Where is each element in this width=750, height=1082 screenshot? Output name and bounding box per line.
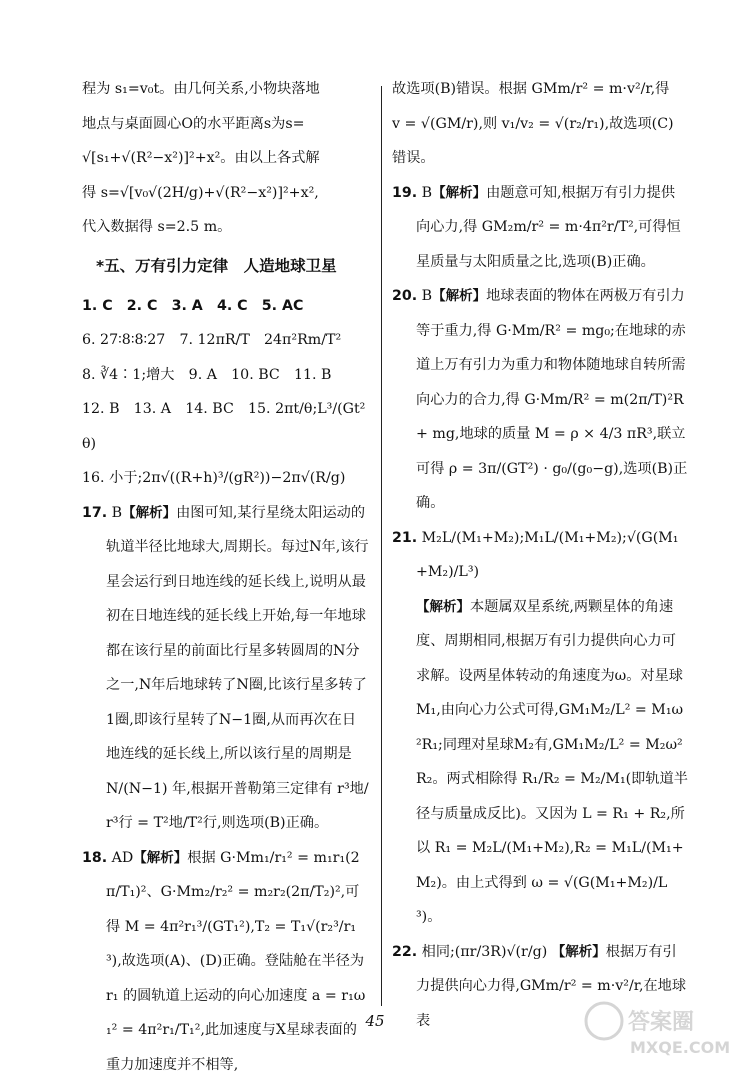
- right-line: 故选项(B)错误。根据 GMm/r² = m·v²/r,得: [392, 72, 688, 107]
- svg-text:MXQE.COM: MXQE.COM: [630, 1038, 730, 1057]
- question-20: [392, 279, 688, 521]
- question-answer: B: [422, 288, 432, 304]
- answer-line: 12. B 13. A 14. BC 15. 2πt/θ;L³/(Gt²θ): [82, 392, 370, 461]
- question-text: 根据万有引力提供向心力得,GMm/r² = m·v²/r,在地球表: [416, 944, 686, 1029]
- question-text: 由题意可知,根据万有引力提供向心力,得 GM₂m/r² = m·4π²r/T²,可得恒星质量与太阳质量之比,选项(B)正确。: [416, 185, 681, 270]
- answer-line: 8. ∛4∶1;增大 9. A 10. BC 11. B: [82, 358, 370, 393]
- analysis-tag: 【解析】: [432, 185, 486, 201]
- analysis-tag: 【解析】: [552, 944, 606, 960]
- question-number: 20.: [392, 288, 417, 304]
- analysis-tag: 【解析】: [122, 505, 176, 521]
- left-column: [82, 72, 370, 1082]
- question-number: 22.: [392, 944, 417, 960]
- answer-line: 1. C 2. C 3. A 4. C 5. AC: [82, 289, 370, 324]
- question-text: 地球表面的物体在两极万有引力等于重力,得 G·Mm/R² = mg₀;在地球的赤道上万有引力为重力和物体随地球自转所需向心力的合力,得 G·Mm/R² = m(2π/T)²R + mg,地球的质量 M = ρ × 4/3 πR³,联立可得 ρ = 3π/(GT²) · g₀/(g₀−g),选项(B)正确。: [416, 288, 688, 511]
- question-number: 17.: [82, 505, 107, 521]
- question-answer: AD: [112, 850, 134, 866]
- analysis-tag: 【解析】: [133, 850, 187, 866]
- question-answer: 相同;(πr/3R)√(r/g): [422, 944, 548, 960]
- column-divider: [381, 86, 382, 1006]
- section-title: *五、万有引力定律 人造地球卫星: [96, 251, 370, 281]
- analysis-tag: 【解析】: [416, 599, 470, 615]
- question-text: 根据 G·Mm₁/r₁² = m₁r₁(2π/T₁)²、G·Mm₂/r₂² = m₂r₂(2π/T₂)²,可得 M = 4π²r₁³/(GT₁²),T₂ = T₁√(r₂³/r₁³),故选项(A)、(D)正确。登陆舱在半径为 r₁ 的圆轨道上运动的向心加速度 a = r₁ω₁² = 4π²r₁/T₁²,此加速度与X星球表面的重力加速度并不相等,: [106, 850, 369, 1073]
- svg-text:答案圈: 答案圈: [628, 1009, 694, 1035]
- question-answer: B: [112, 505, 122, 521]
- question-18: [82, 841, 370, 1082]
- right-line: v = √(GM/r),则 v₁/v₂ = √(r₂/r₁),故选项(C): [392, 107, 688, 142]
- watermark-logo: [582, 997, 732, 1059]
- question-text: 由图可知,某行星绕太阳运动的轨道半径比地球大,周期长。每过N年,该行星会运行到日地连线的延长线上,说明从最初在日地连线的延长线上开始,每一年地球都在该行星的前面比行星多转圆周的N分之一,N年后地球转了N圈,比该行星多转了1圈,即该行星转了N−1圈,从而再次在日地连线的延长线上,所以该行星的周期是 N/(N−1) 年,根据开普勒第三定律有 r³地/r³行 = T²地/T²行,则选项(B)正确。: [106, 505, 369, 832]
- page-number: 45: [0, 1012, 750, 1030]
- question-text: 本题属双星系统,两颗星体的角速度、周期相同,根据万有引力提供向心力可求解。设两星体转动的角速度为ω。对星球M₁,由向心力公式可得,GM₁M₂/L² = M₁ω²R₁;同理对星球M₂有,GM₁M₂/L² = M₂ω²R₂。两式相除得 R₁/R₂ = M₂/M₁(即轨道半径与质量成反比)。又因为 L = R₁ + R₂,所以 R₁ = M₂L/(M₁+M₂),R₂ = M₁L/(M₁+M₂)。由上式得到 ω = √(G(M₁+M₂)/L³)。: [416, 599, 688, 926]
- answer-line: 16. 小于;2π√((R+h)³/(gR²))−2π√(R/g): [82, 461, 370, 496]
- question-21: [392, 521, 688, 935]
- right-column: [392, 72, 688, 1038]
- left-line: 地点与桌面圆心O的水平距离s为s=: [82, 107, 370, 142]
- right-line: 错误。: [392, 141, 688, 176]
- question-number: 21.: [392, 530, 417, 546]
- left-line: 得 s=√[v₀√(2H/g)+√(R²−x²)]²+x²,: [82, 176, 370, 211]
- question-answer: B: [422, 185, 432, 201]
- left-line: √[s₁+√(R²−x²)]²+x²。由以上各式解: [82, 141, 370, 176]
- left-line: 程为 s₁=v₀t。由几何关系,小物块落地: [82, 72, 370, 107]
- answer-line: 6. 27∶8∶8∶27 7. 12πR/T 24π²Rm/T²: [82, 323, 370, 358]
- question-19: [392, 176, 688, 280]
- question-number: 19.: [392, 185, 417, 201]
- analysis-tag: 【解析】: [432, 288, 486, 304]
- question-17: [82, 496, 370, 841]
- left-line: 代入数据得 s=2.5 m。: [82, 210, 370, 245]
- question-answer: M₂L/(M₁+M₂);M₁L/(M₁+M₂);√(G(M₁+M₂)/L³): [416, 530, 678, 581]
- question-number: 18.: [82, 850, 107, 866]
